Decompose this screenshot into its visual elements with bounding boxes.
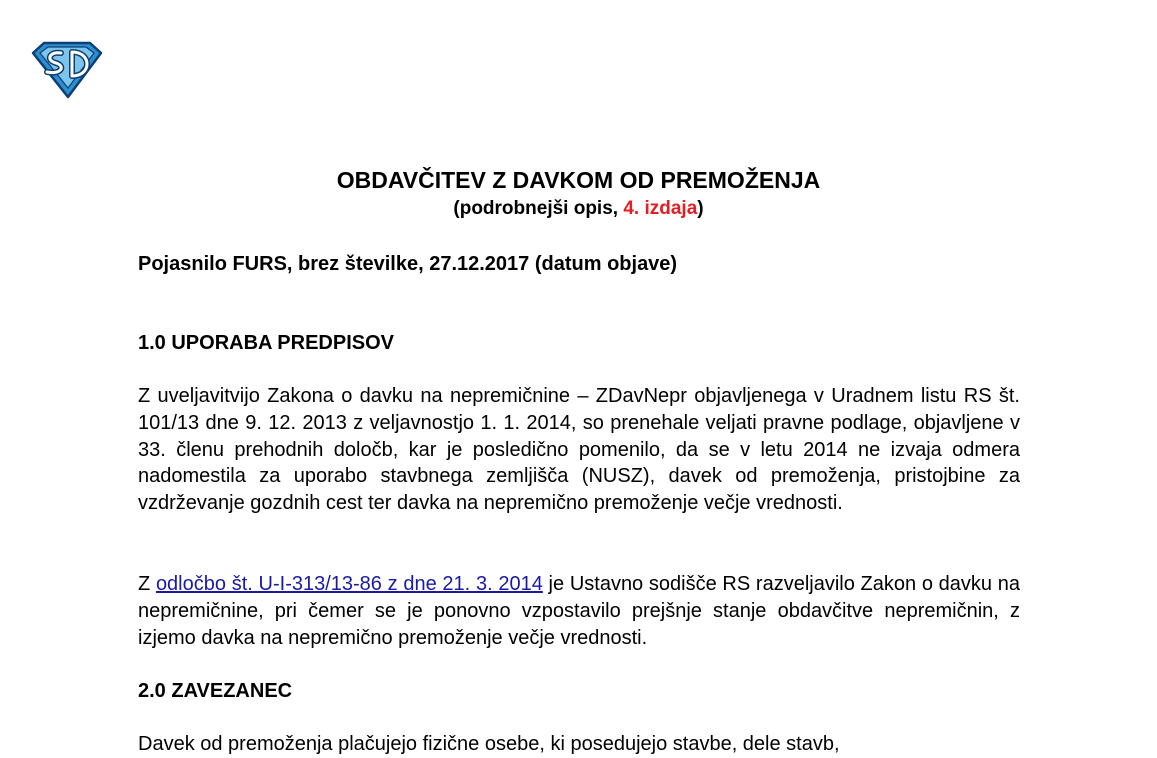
source-line: Pojasnilo FURS, brez številke, 27.12.2017 (datum objave) bbox=[138, 253, 678, 275]
section-heading-2: 2.0 ZAVEZANEC bbox=[138, 680, 293, 702]
subtitle-prefix: (podrobnejši opis, bbox=[453, 198, 624, 219]
sd-shield-logo-icon bbox=[30, 40, 104, 100]
document-subtitle bbox=[0, 197, 1157, 221]
edition-label: 4. izdaja bbox=[623, 198, 698, 219]
document-title: OBDAVČITEV Z DAVKOM OD PREMOŽENJA bbox=[336, 167, 821, 193]
section-heading-1: 1.0 UPORABA PREDPISOV bbox=[138, 332, 394, 354]
court-decision-link[interactable]: odločbo št. U-I-313/13-86 z dne 21. 3. 2014 bbox=[155, 573, 543, 595]
paragraph-2-suffix: je Ustavno sodišče RS razveljavilo Zakon o davku na nepremičnine, pri čemer se je ponovno vzpostavilo prejšnje stanje obdavčitve nepremičnin, z izjemo davka na nepremično premoženje večje vrednosti. bbox=[138, 573, 1021, 649]
subtitle-suffix: ) bbox=[697, 198, 704, 219]
section-1-paragraph-1: Z uveljavitvijo Zakona o davku na nepremičnine – ZDavNepr objavljenega v Uradnem listu RS št. 101/13 dne 9. 12. 2013 z veljavnostjo 1. 1. 2014, so prenehale veljati pravne podlage, objavljene v 33. členu prehodnih določb, kar je posledično pomenilo, da se v letu 2014 ne izvaja odmera nadomestila za uporabo stavbnega zemljišča (NUSZ), davek od premoženja, pristojbine za vzdrževanje gozdnih cest ter davka na nepremično premoženje večje vrednosti. bbox=[138, 385, 1020, 515]
paragraph-2-prefix: Z bbox=[138, 573, 156, 595]
section-1-paragraph-2 bbox=[138, 571, 1020, 651]
section-2-paragraph-1: Davek od premoženja plačujejo fizične osebe, ki posedujejo stavbe, dele stavb, bbox=[138, 733, 840, 755]
